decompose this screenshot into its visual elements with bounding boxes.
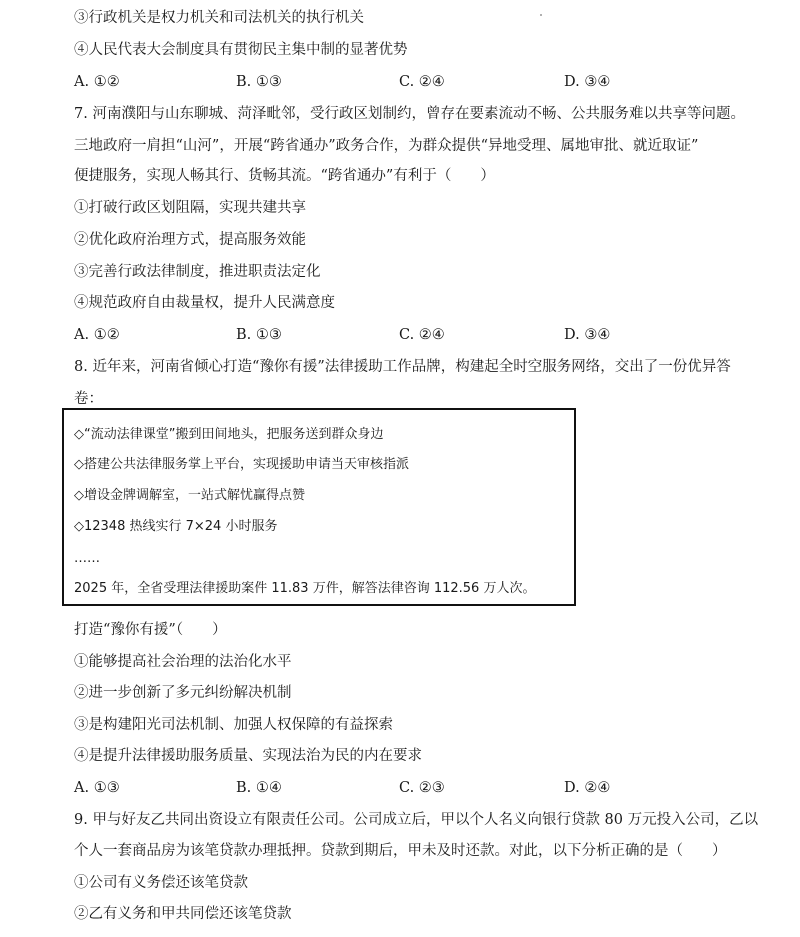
q9-stem-line-2: 个人一套商品房为该笔贷款办理抵押。贷款到期后，甲未及时还款。对此，以下分析正确的是（ ） (74, 843, 727, 859)
q6-statement-3: ③行政机关是权力机关和司法机关的执行机关 (74, 10, 364, 26)
q7-statement-4: ④规范政府自由裁量权，提升人民满意度 (74, 295, 335, 311)
q7-option-b[interactable]: B. ①③ (236, 327, 282, 343)
q8-statement-4: ④是提升法律援助服务质量、实现法治为民的内在要求 (74, 748, 422, 764)
q9-statement-1: ①公司有义务偿还该笔贷款 (74, 875, 248, 891)
q8-material-box (62, 408, 576, 606)
q6-option-b[interactable]: B. ①③ (236, 74, 282, 90)
q8-box-item-2: ◇搭建公共法律服务掌上平台，实现援助申请当天审核指派 (74, 457, 409, 472)
q9-statement-2: ②乙有义务和甲共同偿还该笔贷款 (74, 906, 292, 922)
scan-speck (540, 14, 542, 16)
q9-stem-line-1: 9. 甲与好友乙共同出资设立有限责任公司。公司成立后，甲以个人名义向银行贷款 80 万元投入公司，乙以 (74, 812, 759, 828)
q8-option-d[interactable]: D. ②④ (564, 780, 611, 796)
q8-prompt: 打造“豫你有援”（ ） (74, 622, 227, 638)
q7-option-a[interactable]: A. ①② (74, 327, 120, 343)
q6-options (74, 72, 714, 92)
q6-option-a[interactable]: A. ①② (74, 74, 120, 90)
q7-option-d[interactable]: D. ③④ (564, 327, 611, 343)
q8-option-c[interactable]: C. ②③ (399, 780, 445, 796)
q6-option-d[interactable]: D. ③④ (564, 74, 611, 90)
q7-statement-3: ③完善行政法律制度，推进职责法定化 (74, 264, 321, 280)
q8-box-summary: 2025 年，全省受理法律援助案件 11.83 万件，解答法律咨询 112.56 万人次。 (74, 581, 536, 596)
q8-box-item-4: ◇12348 热线实行 7×24 小时服务 (74, 519, 278, 534)
q6-option-c[interactable]: C. ②④ (399, 74, 445, 90)
q8-box-ellipsis: …… (74, 551, 100, 566)
q8-statement-2: ②进一步创新了多元纠纷解决机制 (74, 685, 292, 701)
q8-option-a[interactable]: A. ①③ (74, 780, 120, 796)
q7-options (74, 325, 714, 345)
q7-statement-2: ②优化政府治理方式，提高服务效能 (74, 232, 306, 248)
q7-stem-line-2: 三地政府一肩担“山河”，开展“跨省通办”政务合作，为群众提供“异地受理、属地审批、就近取证” (74, 138, 699, 154)
q8-box-item-1: ◇“流动法律课堂”搬到田间地头，把服务送到群众身边 (74, 427, 384, 442)
q8-box-item-3: ◇增设金牌调解室，一站式解忧赢得点赞 (74, 488, 305, 503)
q7-statement-1: ①打破行政区划阻隔，实现共建共享 (74, 200, 306, 216)
q7-stem-line-3: 便捷服务，实现人畅其行、货畅其流。“跨省通办”有利于（ ） (74, 168, 495, 184)
q7-option-c[interactable]: C. ②④ (399, 327, 445, 343)
q8-statement-3: ③是构建阳光司法机制、加强人权保障的有益探索 (74, 717, 393, 733)
q6-statement-4: ④人民代表大会制度具有贯彻民主集中制的显著优势 (74, 42, 408, 58)
q8-option-b[interactable]: B. ①④ (236, 780, 282, 796)
q8-stem-line-2: 卷： (74, 391, 103, 407)
q8-statement-1: ①能够提高社会治理的法治化水平 (74, 654, 292, 670)
q7-stem-line-1: 7. 河南濮阳与山东聊城、菏泽毗邻，受行政区划制约，曾存在要素流动不畅、公共服务难以共享等问题。 (74, 106, 745, 122)
q8-stem-line-1: 8. 近年来，河南省倾心打造“豫你有援”法律援助工作品牌，构建起全时空服务网络，交出了一份优异答 (74, 359, 731, 375)
q8-options (74, 778, 714, 798)
